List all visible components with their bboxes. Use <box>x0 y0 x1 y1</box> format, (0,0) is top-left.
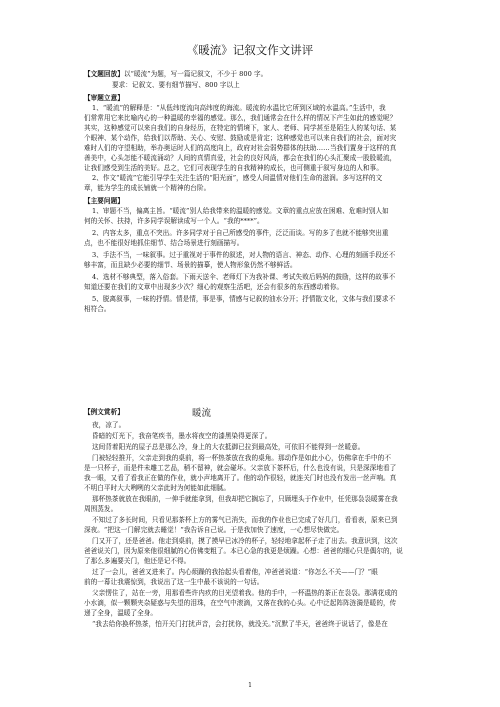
problem-line: 够丰富，而且缺少必要的细节、场景的描摹，使人物形象仍然不够鲜活。 <box>84 261 297 269</box>
essay-line: 前的一幕让我震惊到，我说出了这一生中最不该说的一句话。 <box>84 578 264 586</box>
analysis-line: 章，能为学生的成长铺就一个精神的台阶。 <box>84 184 211 192</box>
essay-line: 小水滴，似一颗颗夹杂疑惑与失望的泪珠，在空气中滚滴，又落在我的心头。心中泛起阵阵涟漪是暖的，传 <box>84 599 397 607</box>
analysis-line: 们常常用它来比喻内心的一种温暖的幸福的感觉。那么，我们通常会在什么样的情况下产生如此的感觉呢？ <box>84 114 397 122</box>
problem-line: 2、内容太多，重点不突出。许多同学对于自己所感受的事件，泛泛而谈。写的多了也就不能够突出重 <box>92 229 389 237</box>
analysis-label: 【审题立意】 <box>84 94 124 102</box>
problem-line: 知道还要在我们的文章中出现多少次？细心的观察生活吧，还会有很多的东西感动着你。 <box>84 283 344 291</box>
problem-line: 5、脱离叙事，一味的抒情。情是情，事是事，情感与记叙的油水分开；抒情散文化，文体与我们要求不 <box>92 295 396 303</box>
problem-line: 相符合。 <box>84 305 111 313</box>
essay-line: 我一眼，又看了看我正在做的作业，就小声地离开了。他的动作很轻，就连关门时也没有发出一丝声响。真 <box>84 474 397 482</box>
analysis-line: 个眼神、某个动作，给我们以帮助、关心、安慰、鼓励或是肯定；这种感觉也可以来自我们的社会，面对灾 <box>84 134 397 142</box>
prompt-text: 以“暖流”为题，写一篇记叙文，不少于 800 字。 <box>123 70 268 78</box>
essay-line: 不知过了多长时间，只看见那茶杯上方的雾气已消失，而我的作业也已完成了好几门，看看表，原来已到 <box>92 516 398 524</box>
essay-title: 暖流 <box>192 408 212 419</box>
essay-line: 门又开了，还是爸爸。他走到桌前，摸了摸早已冰冷的杯子，轻轻地拿起杯子走了出去。我意识到，这次 <box>92 537 398 545</box>
essay-line: 夜，凉了。 <box>92 421 126 429</box>
prompt-label: 【文题回放】 <box>84 70 124 78</box>
essay-line: 昏暗的灯光下，我奋笔疾书，墨水将夜空的漆黑染得更深了。 <box>92 432 272 440</box>
essay-line: 爸爸说关门，因为原来他很细腻的心仿佛变粗了。本已心急的我更是烦躁。心想：爸爸的细心只是偶尔的，说 <box>84 547 403 555</box>
essay-line: 这间背着阳光的屋子总是那么冷，身上的大衣抵御已拉到最高处，可依旧不能得到一丝暖意。 <box>92 443 365 451</box>
essay-line: 父亲愣住了，站在一旁，用那看些许内疚的目光望着我。他的手中，一杯温热的茶正在袅袅。那满花成的 <box>92 589 398 597</box>
essay-line: 了那么多遍要关门，他还是记不得。 <box>84 557 191 565</box>
page-number: 1 <box>248 682 252 689</box>
essay-line: 不明白平时大大咧咧的父亲此时为何能如此细腻。 <box>84 484 231 492</box>
essay-line: 周围蒸发。 <box>84 505 118 513</box>
analysis-line: 难时人们的守望相助，举办奥运时人们的高度向上，政府对社会弱势群体的扶助……当我们置身于这样的真 <box>84 144 397 152</box>
essay-line: 过了一会儿，爸爸又进来了。内心烦躁的我抬起头看着他，冲爸爸说道：“你怎么不关——门？”眼 <box>92 568 378 576</box>
essay-line: “我去给你换杯热茶，怕开关门打扰声音，会打扰你，就没关。”沉默了半天，爸爸终于说话了，像是在 <box>92 620 388 628</box>
essay-line: 门被轻轻推开，父亲走到我的桌前，将一杯热茶放在我的桌角。那动作是如此小心，仿佛拿在手中的不 <box>92 454 391 462</box>
essay-line: 那杯热茶就放在我眼前，一伸手就能拿到，但我却把它搁忘了，只顾埋头于作业中，任凭那袅袅暖雾在我 <box>92 495 398 503</box>
analysis-line: 善美中，心头怎能不暖流涌动？人间的真情真爱，社会的良好风尚，都会在我们的心头汇聚成一股股暖流， <box>84 154 397 162</box>
document-title: 《暖流》记叙文作文讲评 <box>186 43 314 57</box>
problem-line: 3、手法不当，一味叙事。过于重视对于事件的叙述，对人物的语言、神态、动作、心理的刻画手段还不 <box>92 251 396 259</box>
analysis-line: 让我们感受到生活的美好。总之，它们可表现学生的自我精神的成长，也可侧重于叙写身边的人和事。 <box>84 164 383 172</box>
example-label: 【例文赏析】 <box>84 408 124 416</box>
requirement-line: 要求：记叙文、要有细节描写、800 字以上 <box>112 81 240 89</box>
essay-line: 递了全身，温暖了全身。 <box>84 609 158 617</box>
essay-line: 是一只杯子，而是件未雕工艺品，稍不留神，就会碰坏。父亲放下茶杯后，什么也没有说，只是深深地看了 <box>84 464 397 472</box>
analysis-line: 其实，这种感觉可以来自我们的自身经历，在特定的情境下，家人、老师、同学甚至是陌生人的某句话、某 <box>84 124 397 132</box>
prompt-line <box>84 70 444 79</box>
problem-line: 1、审题不当，偏离主旨。“暖流”别人给我带来的温暖的感觉。文章的重点应放在困难、危难时别人如 <box>92 207 389 215</box>
essay-line: 深夜。“把这一门解完就去睡觉！”我告诉自己说。于是我加快了速度，一心想尽快做完。 <box>84 526 344 534</box>
problem-line: 何的关怀、扶持，许多同学误解读成写一个人。“我的****”。 <box>84 217 264 225</box>
analysis-line: 1、“暖流”的解释是：“从低纬度流向高纬度的海流。暖流的水温比它所到区域的水温高。”生活中，我 <box>92 104 386 112</box>
problem-line: 点，也不能很好地抓住细节、结合场景进行刻画描写。 <box>84 239 244 247</box>
problem-line: 4、选材不够典型，落入俗套。下雨天送伞、老师灯下为我补课、考试失败后妈妈的鼓励，这样的故事不 <box>92 273 396 281</box>
problems-label: 【主要问题】 <box>84 197 124 205</box>
analysis-line: 2、作文“暖流”它能引导学生关注生活的“阳光面”，感受人间温情对他们生命的滋润。多写这样的文 <box>92 174 383 182</box>
